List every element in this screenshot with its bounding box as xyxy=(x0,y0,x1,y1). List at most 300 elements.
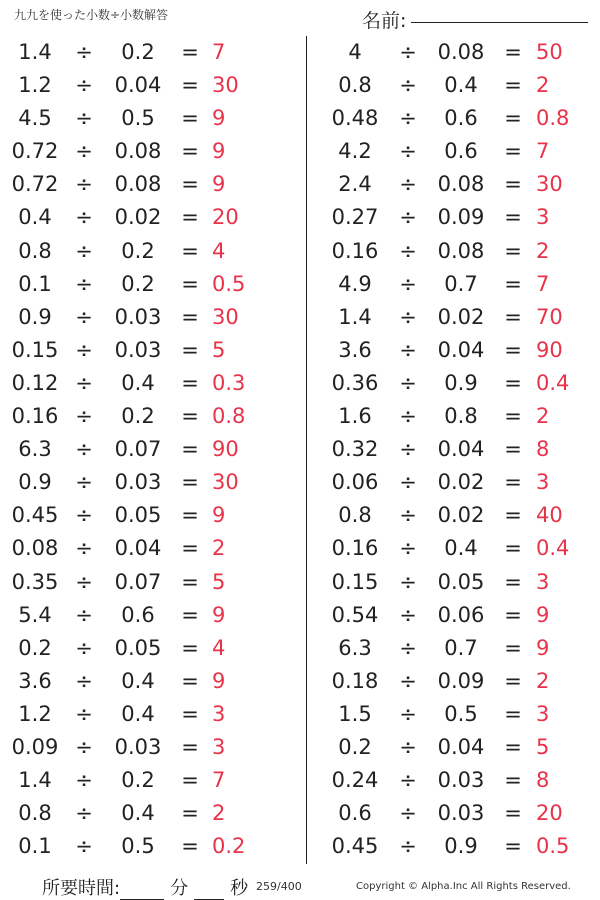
problem-row xyxy=(316,632,600,665)
dividend: 0.72 xyxy=(11,172,59,197)
equals-sign: = xyxy=(504,668,522,693)
divisor: 0.04 xyxy=(114,73,162,98)
dividend: 0.06 xyxy=(331,470,379,495)
dividend: 0.48 xyxy=(331,106,379,131)
answer: 2 xyxy=(536,404,550,429)
dividend: 0.2 xyxy=(338,734,372,759)
equals-sign: = xyxy=(504,635,522,660)
dividend: 0.72 xyxy=(11,139,59,164)
answer: 0.5 xyxy=(536,834,570,859)
dividend: 0.12 xyxy=(11,370,59,395)
problem-row xyxy=(0,599,300,632)
equals-sign: = xyxy=(181,668,199,693)
divide-sign: ÷ xyxy=(399,734,417,759)
problem-row xyxy=(316,599,600,632)
answer: 2 xyxy=(536,73,550,98)
divisor: 0.5 xyxy=(121,834,155,859)
answer: 3 xyxy=(212,734,226,759)
dividend: 0.15 xyxy=(11,337,59,362)
problem-row xyxy=(0,731,300,764)
dividend: 1.6 xyxy=(338,404,372,429)
answer: 30 xyxy=(212,73,239,98)
dividend: 3.6 xyxy=(18,668,52,693)
problem-row xyxy=(316,235,600,268)
divide-sign: ÷ xyxy=(399,205,417,230)
divide-sign: ÷ xyxy=(75,172,93,197)
equals-sign: = xyxy=(181,801,199,826)
problem-row xyxy=(316,466,600,499)
equals-sign: = xyxy=(504,139,522,164)
equals-sign: = xyxy=(504,569,522,594)
equals-sign: = xyxy=(504,271,522,296)
dividend: 0.8 xyxy=(338,73,372,98)
divisor: 0.4 xyxy=(121,801,155,826)
problem-row xyxy=(0,698,300,731)
divide-sign: ÷ xyxy=(75,503,93,528)
divisor: 0.2 xyxy=(121,404,155,429)
dividend: 0.45 xyxy=(331,834,379,859)
divisor: 0.07 xyxy=(114,437,162,462)
answer: 4 xyxy=(212,635,226,660)
divide-sign: ÷ xyxy=(75,370,93,395)
answer: 7 xyxy=(536,271,550,296)
divisor: 0.4 xyxy=(444,536,478,561)
divide-sign: ÷ xyxy=(399,503,417,528)
equals-sign: = xyxy=(181,503,199,528)
divisor: 0.03 xyxy=(437,768,485,793)
dividend: 6.3 xyxy=(338,635,372,660)
answer: 9 xyxy=(212,503,226,528)
divisor: 0.08 xyxy=(437,172,485,197)
divisor: 0.04 xyxy=(437,437,485,462)
divide-sign: ÷ xyxy=(75,668,93,693)
answer: 7 xyxy=(212,40,226,64)
dividend: 0.8 xyxy=(18,238,52,263)
divisor: 0.08 xyxy=(437,238,485,263)
name-label: 名前: xyxy=(362,10,407,32)
dividend: 0.16 xyxy=(331,238,379,263)
divide-sign: ÷ xyxy=(75,437,93,462)
problem-row xyxy=(316,499,600,532)
time-required xyxy=(42,874,254,900)
answer: 3 xyxy=(536,470,550,495)
divide-sign: ÷ xyxy=(399,569,417,594)
divide-sign: ÷ xyxy=(399,337,417,362)
problem-row xyxy=(0,433,300,466)
problem-row xyxy=(316,102,600,135)
problems-column-right xyxy=(316,36,600,863)
equals-sign: = xyxy=(181,139,199,164)
divide-sign: ÷ xyxy=(399,437,417,462)
problem-row xyxy=(316,334,600,367)
answer: 2 xyxy=(536,668,550,693)
divide-sign: ÷ xyxy=(399,73,417,98)
answer: 9 xyxy=(212,602,226,627)
problem-row xyxy=(0,102,300,135)
divisor: 0.2 xyxy=(121,40,155,64)
problem-row xyxy=(316,301,600,334)
problem-row xyxy=(316,731,600,764)
problem-row xyxy=(0,499,300,532)
time-label: 所要時間: xyxy=(42,878,121,899)
divide-sign: ÷ xyxy=(399,40,417,64)
divide-sign: ÷ xyxy=(399,139,417,164)
divide-sign: ÷ xyxy=(75,304,93,329)
answer: 50 xyxy=(536,40,563,64)
dividend: 1.4 xyxy=(18,768,52,793)
divisor: 0.04 xyxy=(437,337,485,362)
divide-sign: ÷ xyxy=(75,569,93,594)
divisor: 0.5 xyxy=(121,106,155,131)
dividend: 6.3 xyxy=(18,437,52,462)
divide-sign: ÷ xyxy=(75,205,93,230)
divide-sign: ÷ xyxy=(399,238,417,263)
equals-sign: = xyxy=(504,304,522,329)
problem-row xyxy=(0,466,300,499)
divisor: 0.02 xyxy=(437,304,485,329)
divisor: 0.02 xyxy=(437,470,485,495)
problem-row xyxy=(316,400,600,433)
problem-row xyxy=(0,665,300,698)
dividend: 0.32 xyxy=(331,437,379,462)
answer: 2 xyxy=(212,536,226,561)
problem-row xyxy=(0,268,300,301)
answer: 70 xyxy=(536,304,563,329)
divide-sign: ÷ xyxy=(399,602,417,627)
divisor: 0.2 xyxy=(121,271,155,296)
answer: 3 xyxy=(536,205,550,230)
answer: 9 xyxy=(212,139,226,164)
seconds-blank[interactable] xyxy=(194,881,224,900)
divide-sign: ÷ xyxy=(75,106,93,131)
answer: 8 xyxy=(536,768,550,793)
divisor: 0.08 xyxy=(437,40,485,64)
equals-sign: = xyxy=(181,635,199,660)
worksheet-title: 九九を使った小数÷小数解答 xyxy=(14,8,169,22)
answer: 9 xyxy=(536,635,550,660)
equals-sign: = xyxy=(181,437,199,462)
problem-row xyxy=(0,235,300,268)
dividend: 0.4 xyxy=(18,205,52,230)
divisor: 0.05 xyxy=(437,569,485,594)
divisor: 0.08 xyxy=(114,172,162,197)
divisor: 0.2 xyxy=(121,238,155,263)
divisor: 0.03 xyxy=(114,734,162,759)
divisor: 0.03 xyxy=(114,304,162,329)
dividend: 4.9 xyxy=(338,271,372,296)
divide-sign: ÷ xyxy=(399,370,417,395)
answer: 8 xyxy=(536,437,550,462)
dividend: 0.27 xyxy=(331,205,379,230)
dividend: 1.2 xyxy=(18,701,52,726)
equals-sign: = xyxy=(504,337,522,362)
divide-sign: ÷ xyxy=(75,271,93,296)
problem-row xyxy=(316,665,600,698)
answer: 0.8 xyxy=(212,404,246,429)
divide-sign: ÷ xyxy=(399,668,417,693)
answer: 30 xyxy=(536,172,563,197)
problem-row xyxy=(316,36,600,69)
equals-sign: = xyxy=(181,536,199,561)
divisor: 0.4 xyxy=(444,73,478,98)
problem-row xyxy=(316,566,600,599)
equals-sign: = xyxy=(181,404,199,429)
divisor: 0.04 xyxy=(437,734,485,759)
dividend: 0.08 xyxy=(11,536,59,561)
dividend: 0.2 xyxy=(18,635,52,660)
equals-sign: = xyxy=(504,602,522,627)
equals-sign: = xyxy=(181,470,199,495)
divisor: 0.09 xyxy=(437,205,485,230)
equals-sign: = xyxy=(504,205,522,230)
divide-sign: ÷ xyxy=(399,470,417,495)
equals-sign: = xyxy=(504,801,522,826)
equals-sign: = xyxy=(504,238,522,263)
dividend: 4.5 xyxy=(18,106,52,131)
equals-sign: = xyxy=(504,437,522,462)
answer: 3 xyxy=(536,569,550,594)
dividend: 0.35 xyxy=(11,569,59,594)
divide-sign: ÷ xyxy=(399,768,417,793)
answer: 90 xyxy=(536,337,563,362)
answer: 2 xyxy=(212,801,226,826)
answer: 7 xyxy=(212,768,226,793)
equals-sign: = xyxy=(181,73,199,98)
divide-sign: ÷ xyxy=(75,238,93,263)
problem-row xyxy=(0,69,300,102)
answer: 30 xyxy=(212,470,239,495)
answer: 9 xyxy=(212,172,226,197)
dividend: 0.6 xyxy=(338,801,372,826)
divide-sign: ÷ xyxy=(399,304,417,329)
divide-sign: ÷ xyxy=(75,734,93,759)
equals-sign: = xyxy=(181,569,199,594)
divisor: 0.7 xyxy=(444,635,478,660)
answer: 20 xyxy=(212,205,239,230)
dividend: 2.4 xyxy=(338,172,372,197)
equals-sign: = xyxy=(504,172,522,197)
divisor: 0.08 xyxy=(114,139,162,164)
problem-row xyxy=(316,268,600,301)
answer: 2 xyxy=(536,238,550,263)
dividend: 4 xyxy=(348,40,362,64)
column-divider xyxy=(306,36,307,864)
divide-sign: ÷ xyxy=(75,337,93,362)
problem-row xyxy=(316,797,600,830)
divide-sign: ÷ xyxy=(399,635,417,660)
equals-sign: = xyxy=(181,271,199,296)
divisor: 0.6 xyxy=(121,602,155,627)
equals-sign: = xyxy=(181,106,199,131)
problem-row xyxy=(316,433,600,466)
equals-sign: = xyxy=(181,337,199,362)
answer: 4 xyxy=(212,238,226,263)
dividend: 0.24 xyxy=(331,768,379,793)
dividend: 0.16 xyxy=(11,404,59,429)
divisor: 0.9 xyxy=(444,834,478,859)
dividend: 1.2 xyxy=(18,73,52,98)
divisor: 0.4 xyxy=(121,668,155,693)
answer: 9 xyxy=(212,106,226,131)
problem-row xyxy=(316,201,600,234)
divide-sign: ÷ xyxy=(75,635,93,660)
dividend: 3.6 xyxy=(338,337,372,362)
dividend: 0.8 xyxy=(18,801,52,826)
equals-sign: = xyxy=(504,834,522,859)
answer: 30 xyxy=(212,304,239,329)
equals-sign: = xyxy=(181,205,199,230)
equals-sign: = xyxy=(504,768,522,793)
answer: 0.2 xyxy=(212,834,246,859)
equals-sign: = xyxy=(504,470,522,495)
name-field-line[interactable] xyxy=(411,22,588,23)
equals-sign: = xyxy=(504,734,522,759)
equals-sign: = xyxy=(181,734,199,759)
equals-sign: = xyxy=(181,602,199,627)
divisor: 0.09 xyxy=(437,668,485,693)
divisor: 0.03 xyxy=(114,470,162,495)
equals-sign: = xyxy=(504,701,522,726)
answer: 9 xyxy=(212,668,226,693)
equals-sign: = xyxy=(504,40,522,64)
problem-row xyxy=(316,830,600,863)
divide-sign: ÷ xyxy=(75,536,93,561)
equals-sign: = xyxy=(181,768,199,793)
divisor: 0.2 xyxy=(121,768,155,793)
divisor: 0.8 xyxy=(444,404,478,429)
dividend: 1.4 xyxy=(18,40,52,64)
problem-row xyxy=(316,764,600,797)
equals-sign: = xyxy=(504,503,522,528)
divisor: 0.5 xyxy=(444,701,478,726)
divisor: 0.07 xyxy=(114,569,162,594)
answer: 5 xyxy=(536,734,550,759)
dividend: 0.9 xyxy=(18,304,52,329)
divisor: 0.03 xyxy=(437,801,485,826)
divide-sign: ÷ xyxy=(75,40,93,64)
problem-row xyxy=(0,201,300,234)
page-number: 259/400 xyxy=(256,880,302,893)
equals-sign: = xyxy=(181,238,199,263)
answer: 3 xyxy=(536,701,550,726)
dividend: 0.8 xyxy=(338,503,372,528)
divisor: 0.06 xyxy=(437,602,485,627)
divide-sign: ÷ xyxy=(399,271,417,296)
divisor: 0.02 xyxy=(437,503,485,528)
problem-row xyxy=(316,698,600,731)
answer: 5 xyxy=(212,337,226,362)
dividend: 5.4 xyxy=(18,602,52,627)
copyright: Copyright © Alpha.Inc All Rights Reserved. xyxy=(356,881,571,892)
divisor: 0.4 xyxy=(121,701,155,726)
answer: 9 xyxy=(536,602,550,627)
problem-row xyxy=(316,168,600,201)
dividend: 0.1 xyxy=(18,834,52,859)
answer: 7 xyxy=(536,139,550,164)
dividend: 0.16 xyxy=(331,536,379,561)
answer: 0.8 xyxy=(536,106,570,131)
divisor: 0.03 xyxy=(114,337,162,362)
equals-sign: = xyxy=(504,370,522,395)
equals-sign: = xyxy=(181,701,199,726)
dividend: 1.5 xyxy=(338,701,372,726)
minutes-label: 分 xyxy=(170,878,189,899)
divisor: 0.02 xyxy=(114,205,162,230)
problem-row xyxy=(316,135,600,168)
dividend: 0.18 xyxy=(331,668,379,693)
seconds-label: 秒 xyxy=(230,878,249,899)
answer: 40 xyxy=(536,503,563,528)
problem-row xyxy=(0,632,300,665)
problem-row xyxy=(0,532,300,565)
equals-sign: = xyxy=(181,304,199,329)
equals-sign: = xyxy=(181,172,199,197)
divide-sign: ÷ xyxy=(75,73,93,98)
divide-sign: ÷ xyxy=(75,801,93,826)
divide-sign: ÷ xyxy=(75,834,93,859)
divide-sign: ÷ xyxy=(399,701,417,726)
divide-sign: ÷ xyxy=(399,801,417,826)
dividend: 0.36 xyxy=(331,370,379,395)
divide-sign: ÷ xyxy=(75,404,93,429)
divisor: 0.9 xyxy=(444,370,478,395)
problem-row xyxy=(0,830,300,863)
dividend: 0.54 xyxy=(331,602,379,627)
divisor: 0.05 xyxy=(114,635,162,660)
answer: 90 xyxy=(212,437,239,462)
problem-row xyxy=(0,301,300,334)
problem-row xyxy=(0,36,300,69)
answer: 0.5 xyxy=(212,271,246,296)
divisor: 0.7 xyxy=(444,271,478,296)
dividend: 0.9 xyxy=(18,470,52,495)
divide-sign: ÷ xyxy=(75,470,93,495)
equals-sign: = xyxy=(504,73,522,98)
answer: 5 xyxy=(212,569,226,594)
problem-row xyxy=(316,367,600,400)
problem-row xyxy=(0,764,300,797)
dividend: 4.2 xyxy=(338,139,372,164)
divisor: 0.05 xyxy=(114,503,162,528)
dividend: 0.15 xyxy=(331,569,379,594)
equals-sign: = xyxy=(504,536,522,561)
equals-sign: = xyxy=(504,106,522,131)
problem-row xyxy=(0,400,300,433)
answer: 20 xyxy=(536,801,563,826)
divide-sign: ÷ xyxy=(399,834,417,859)
problem-row xyxy=(0,334,300,367)
problem-row xyxy=(0,566,300,599)
problem-row xyxy=(0,135,300,168)
minutes-blank[interactable] xyxy=(120,881,164,900)
answer: 3 xyxy=(212,701,226,726)
equals-sign: = xyxy=(181,370,199,395)
problem-row xyxy=(316,69,600,102)
divisor: 0.04 xyxy=(114,536,162,561)
dividend: 0.45 xyxy=(11,503,59,528)
answer: 0.4 xyxy=(536,370,570,395)
equals-sign: = xyxy=(181,834,199,859)
divisor: 0.4 xyxy=(121,370,155,395)
answer: 0.3 xyxy=(212,370,246,395)
divide-sign: ÷ xyxy=(399,106,417,131)
divide-sign: ÷ xyxy=(75,701,93,726)
divide-sign: ÷ xyxy=(399,404,417,429)
problem-row xyxy=(316,532,600,565)
equals-sign: = xyxy=(504,404,522,429)
divide-sign: ÷ xyxy=(75,139,93,164)
answer: 0.4 xyxy=(536,536,570,561)
